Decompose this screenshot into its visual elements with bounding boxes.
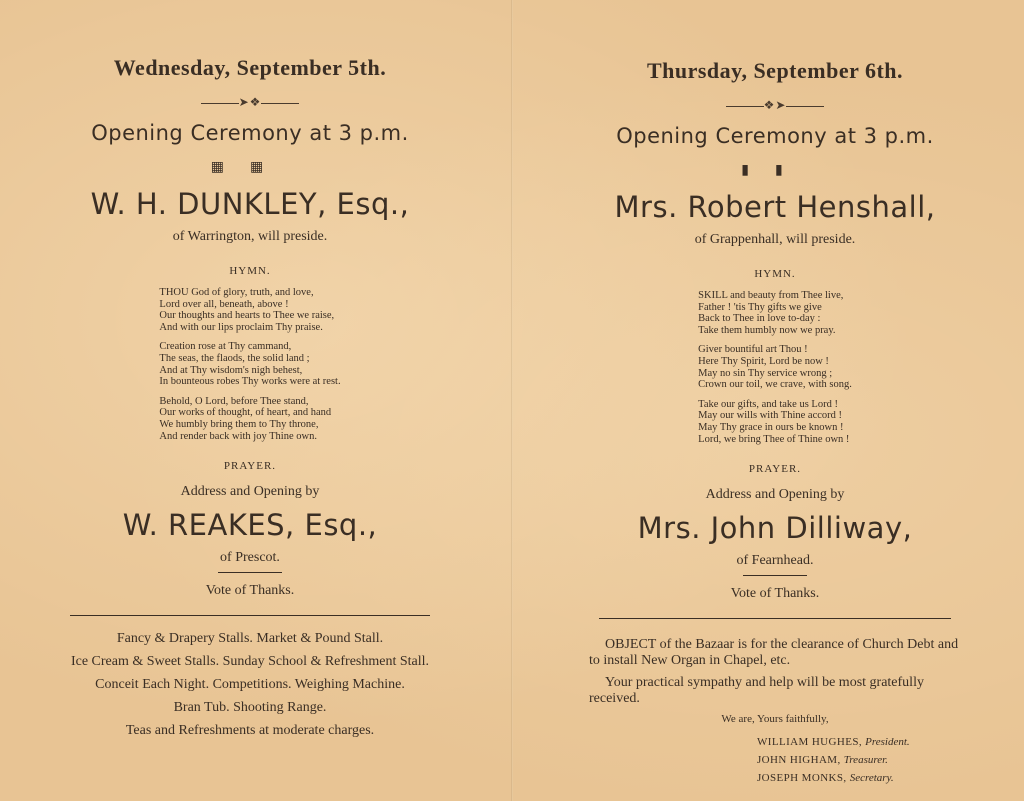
section-divider — [599, 618, 951, 619]
hymn-verse — [698, 290, 852, 336]
ornament-glyphs: ▮▮ — [741, 163, 809, 178]
officers-list — [565, 733, 985, 787]
right-page — [565, 0, 985, 787]
hymn-line: Our thoughts and hearts to Thee we raise, — [159, 310, 335, 322]
attraction-line: Conceit Each Night. Competitions. Weighing Machine. — [95, 677, 405, 693]
hymn-line: Creation rose at Thy cammand, — [159, 341, 292, 353]
hymn-line: May our wills with Thine accord ! — [698, 410, 843, 422]
officer-entry — [757, 733, 985, 751]
officer-role: Treasurer. — [843, 754, 888, 767]
short-divider — [743, 575, 807, 576]
address-line: Address and Opening by — [705, 487, 845, 503]
ceremony-heading: Opening Ceremony at 3 p.m. — [91, 121, 409, 145]
hymn-line: Crown our toil, we crave, with song. — [698, 379, 852, 391]
day-heading: Thursday, September 6th. — [646, 58, 904, 83]
attraction-line: Fancy & Drapery Stalls. Market & Pound Stall. — [116, 631, 384, 647]
prayer-label: PRAYER. — [748, 463, 802, 476]
officer-name: WILLIAM HUGHES, — [757, 736, 862, 749]
presider-place: of Warrington, will preside. — [172, 229, 328, 244]
ornament-divider: ➤❖ — [40, 95, 460, 109]
attraction-line: Ice Cream & Sweet Stalls. Sunday School & Refreshment Stall. — [70, 654, 430, 670]
attraction-line: Teas and Refreshments at moderate charges. — [125, 723, 375, 739]
left-page — [40, 0, 460, 745]
attraction-line: Bran Tub. Shooting Range. — [173, 700, 327, 716]
page-fold — [511, 0, 513, 801]
hymn-line: And at Thy wisdom's nigh behest, — [159, 364, 303, 376]
hymn-verse — [159, 341, 340, 387]
address-line: Address and Opening by — [180, 484, 320, 500]
vote-of-thanks: Vote of Thanks. — [730, 586, 820, 602]
hymn-label: HYMN. — [754, 268, 796, 280]
hymn-line: And render back with joy Thine own. — [159, 430, 317, 442]
hymn-line: Take them humbly now we pray. — [698, 324, 836, 336]
presider-name: W. H. DUNKLEY, Esq., — [90, 187, 410, 221]
short-divider — [218, 572, 282, 573]
hymn-line: Take our gifts, and take us Lord ! — [698, 398, 838, 410]
bazaar-object — [565, 637, 985, 707]
hymn-line: Lord, we bring Thee of Thine own ! — [698, 433, 850, 445]
hymn-line: The seas, the flaods, the solid land ; — [159, 352, 310, 364]
ornament-divider: ❖➤ — [565, 98, 985, 112]
officer-name: JOHN HIGHAM, — [757, 754, 841, 767]
ceremony-heading: Opening Ceremony at 3 p.m. — [616, 124, 934, 148]
attractions-list — [40, 630, 460, 739]
hymn-verses — [159, 287, 340, 450]
hymn-line: We humbly bring them to Thy throne, — [159, 418, 319, 430]
hymn-line: Giver bountiful art Thou ! — [698, 344, 808, 356]
officer-entry — [757, 751, 985, 769]
closing-line: We are, Yours faithfully, — [721, 713, 829, 726]
hymn-line: May no sin Thy service wrong ; — [698, 367, 833, 379]
speaker-place: of Fearnhead. — [736, 553, 814, 569]
officer-role: President. — [865, 736, 910, 749]
object-paragraph: OBJECT of the Bazaar is for the clearance of Church Debt and to install New Organ in Chapel, etc. — [589, 637, 959, 669]
ornament-glyphs: ▦▦ — [210, 160, 290, 175]
presider-name: Mrs. Robert Henshall, — [614, 190, 936, 224]
hymn-line: Behold, O Lord, before Thee stand, — [159, 395, 309, 407]
day-heading: Wednesday, September 5th. — [113, 55, 387, 80]
hymn-line: SKILL and beauty from Thee live, — [698, 290, 844, 301]
hymn-line: Back to Thee in love to-day : — [698, 313, 821, 325]
prayer-label: PRAYER. — [223, 460, 277, 473]
presider-place: of Grappenhall, will preside. — [694, 232, 856, 247]
hymn-label: HYMN. — [229, 265, 271, 277]
hymn-line: May Thy grace in ours be known ! — [698, 421, 844, 433]
hymn-line: Here Thy Spirit, Lord be now ! — [698, 355, 829, 367]
hymn-line: THOU God of glory, truth, and love, — [159, 287, 314, 298]
officer-entry — [757, 769, 985, 787]
speaker-place: of Prescot. — [220, 550, 280, 566]
sympathy-paragraph: Your practical sympathy and help will be most gratefully received. — [589, 675, 924, 707]
hymn-line: Our works of thought, of heart, and hand — [159, 407, 332, 419]
speaker-name: Mrs. John Dilliway, — [637, 511, 913, 546]
hymn-line: And with our lips proclaim Thy praise. — [159, 321, 323, 333]
section-divider — [70, 615, 430, 616]
hymn-verse — [698, 344, 852, 390]
hymn-verses — [698, 290, 852, 453]
hymn-verse — [159, 396, 340, 442]
speaker-name: W. REAKES, Esq., — [122, 508, 378, 543]
vote-of-thanks: Vote of Thanks. — [205, 583, 295, 599]
hymn-line: In bounteous robes Thy works were at rest. — [159, 376, 341, 388]
officer-name: JOSEPH MONKS, — [757, 772, 847, 785]
hymn-line: Lord over all, beneath, above ! — [159, 298, 289, 310]
hymn-line: Father ! 'tis Thy gifts we give — [698, 301, 822, 313]
hymn-verse — [698, 399, 852, 445]
hymn-verse — [159, 287, 340, 333]
officer-role: Secretary. — [849, 772, 894, 785]
